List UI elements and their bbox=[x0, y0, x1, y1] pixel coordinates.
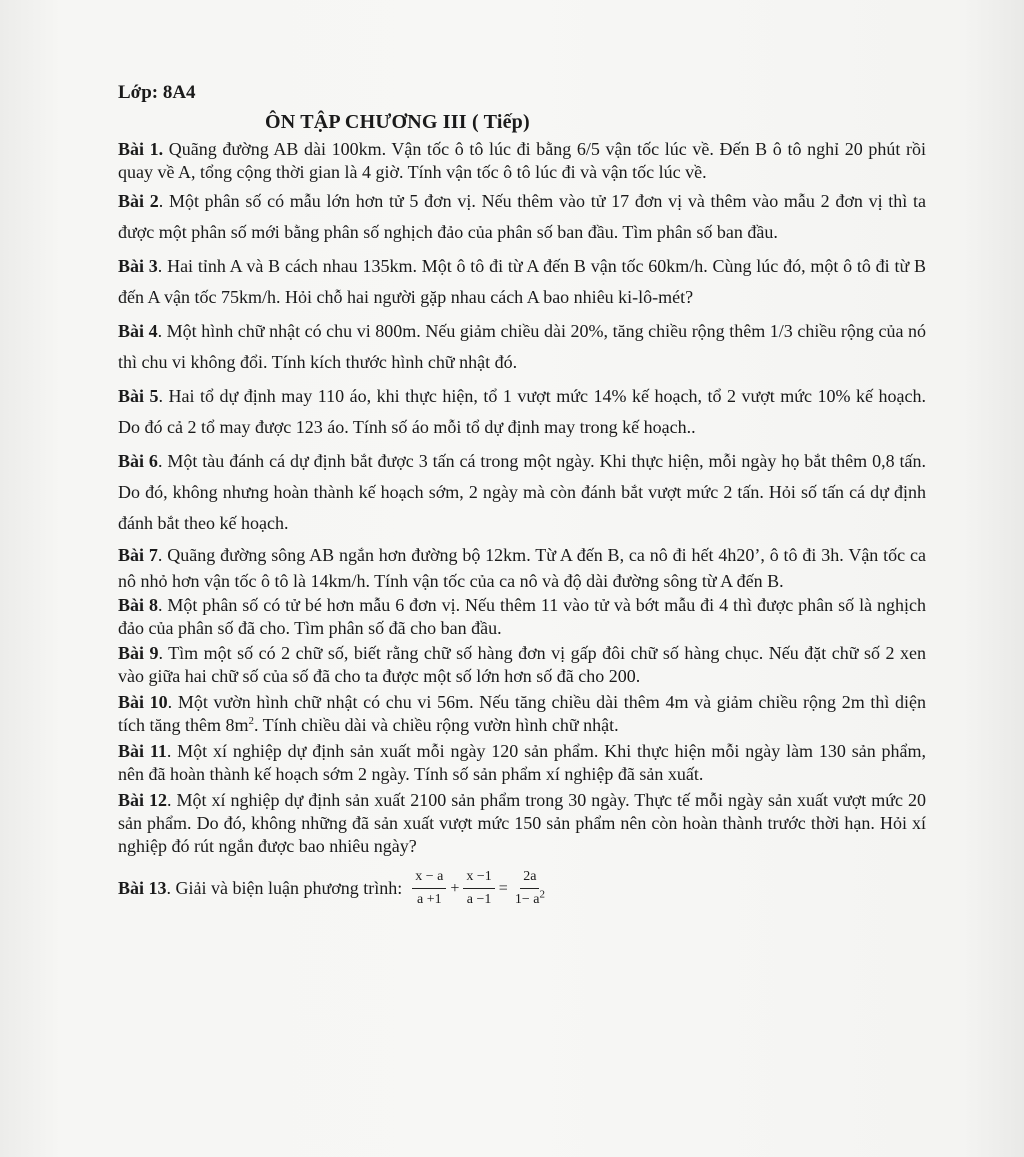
problem-label: Bài 7 bbox=[118, 545, 158, 565]
problem-8 bbox=[118, 594, 926, 640]
problem-label: Bài 5 bbox=[118, 386, 159, 406]
problem-label: Bài 2 bbox=[118, 191, 159, 211]
problem-text: . Giải và biện luận phương trình: bbox=[166, 878, 403, 898]
denominator-exponent: 2 bbox=[539, 888, 545, 901]
fraction-numerator: 2a bbox=[520, 868, 539, 889]
problem-text: . Một tàu đánh cá dự định bắt được 3 tấn cá trong một ngày. Khi thực hiện, mỗi ngày họ bắt thêm 0,8 tấn. Do đó, không nhưng hoàn thành kế hoạch sớm, 2 ngày mà còn đánh bắt vượt mức 2 tấn. Hỏi số tấn cá dự định đánh bắt theo kế hoạch. bbox=[118, 451, 926, 533]
page-title: ÔN TẬP CHƯƠNG III ( Tiếp) bbox=[265, 111, 530, 133]
problem-9 bbox=[118, 642, 926, 688]
problem-text: . Một vườn hình chữ nhật có chu vi 56m. Nếu tăng chiều dài thêm 4m và giảm chiều rộng 2m thì diện tích tăng thêm 8m bbox=[118, 692, 926, 735]
problem-label: Bài 3 bbox=[118, 256, 158, 276]
problem-text: . Một phân số có mẫu lớn hơn tử 5 đơn vị. Nếu thêm vào tử 17 đơn vị và thêm vào mẫu 2 đơn vị thì ta được một phân số mới bằng phân số nghịch đảo của phân số ban đầu. Tìm phân số ban đầu. bbox=[118, 191, 927, 242]
problem-label: Bài 13 bbox=[118, 878, 167, 898]
class-label: Lớp: 8A4 bbox=[118, 82, 196, 103]
problem-label: Bài 9 bbox=[118, 643, 159, 663]
problem-11 bbox=[118, 740, 926, 786]
fraction-3 bbox=[512, 868, 548, 909]
problem-label: Bài 12 bbox=[118, 790, 168, 810]
problem-label: Bài 11 bbox=[118, 741, 167, 761]
plus-sign: + bbox=[450, 879, 460, 897]
problem-text: . Tìm một số có 2 chữ số, biết rằng chữ số hàng đơn vị gấp đôi chữ số hàng chục. Nếu đặt chữ số 2 xen vào giữa hai chữ số của số đã cho ta được một số lớn hơn số đã cho 200. bbox=[118, 643, 927, 686]
fraction-denominator bbox=[512, 889, 548, 909]
problem-text-cont: . Tính chiều dài và chiều rộng vườn hình chữ nhật. bbox=[253, 715, 619, 735]
problem-13 bbox=[118, 868, 926, 909]
problem-label: Bài 4 bbox=[118, 321, 158, 341]
problem-10 bbox=[118, 691, 926, 737]
denominator-base: 1− a bbox=[514, 892, 540, 907]
problem-1 bbox=[118, 138, 926, 184]
problem-3 bbox=[118, 251, 926, 313]
problem-text: . Một xí nghiệp dự định sản xuất 2100 sản phẩm trong 30 ngày. Thực tế mỗi ngày sản xuất vượt mức 20 sản phẩm. Do đó, không những đã sản xuất vượt mức 150 sản phẩm nên còn hoàn thành trước thời hạn. Hỏi xí nghiệp đó rút ngắn được bao nhiêu ngày? bbox=[118, 790, 926, 856]
problem-text: Quãng đường AB dài 100km. Vận tốc ô tô lúc đi bằng 6/5 vận tốc lúc về. Đến B ô tô nghỉ 20 phút rồi quay về A, tổng cộng thời gian là 4 giờ. Tính vận tốc ô tô lúc đi và vận tốc lúc về. bbox=[118, 139, 926, 182]
fraction-numerator: x − a bbox=[412, 868, 446, 889]
problem-text: . Một xí nghiệp dự định sản xuất mỗi ngày 120 sản phẩm. Khi thực hiện mỗi ngày làm 130 sản phẩm, nên đã hoàn thành kế hoạch sớm 2 ngày. Tính số sản phẩm xí nghiệp đã sản xuất. bbox=[118, 741, 927, 784]
equals-sign: = bbox=[498, 879, 508, 897]
fraction-denominator: a −1 bbox=[466, 892, 492, 907]
equation bbox=[410, 868, 550, 909]
problem-5 bbox=[118, 381, 926, 443]
fraction-2 bbox=[463, 868, 494, 909]
problem-list bbox=[118, 138, 926, 909]
problem-12 bbox=[118, 789, 926, 858]
problem-text: . Quãng đường sông AB ngắn hơn đường bộ 12km. Từ A đến B, ca nô đi hết 4h20’, ô tô đi 3h. Vận tốc ca nô nhỏ hơn vận tốc ô tô là 14km/h. Tính vận tốc của ca nô và độ dài đường sông từ A đến B. bbox=[118, 545, 926, 591]
fraction-denominator: a +1 bbox=[417, 892, 442, 907]
problem-label: Bài 6 bbox=[118, 451, 158, 471]
problem-text: . Hai tổ dự định may 110 áo, khi thực hiện, tổ 1 vượt mức 14% kế hoạch, tổ 2 vượt mức 10% kế hoạch. Do đó cả 2 tổ may được 123 áo. Tính số áo mỗi tổ dự định may trong kế hoạch.. bbox=[118, 386, 926, 437]
fraction-1 bbox=[412, 868, 446, 909]
fraction-numerator: x −1 bbox=[463, 868, 494, 889]
problem-text: . Một phân số có tử bé hơn mẫu 6 đơn vị. Nếu thêm 11 vào tử và bớt mẫu đi 4 thì được phân số là nghịch đảo của phân số đã cho. Tìm phân số đã cho ban đầu. bbox=[118, 595, 926, 638]
problem-text: . Hai tỉnh A và B cách nhau 135km. Một ô tô đi từ A đến B vận tốc 60km/h. Cùng lúc đó, một ô tô đi từ B đến A vận tốc 75km/h. Hỏi chỗ hai người gặp nhau cách A bao nhiêu ki-lô-mét? bbox=[118, 256, 926, 307]
problem-label: Bài 10 bbox=[118, 692, 168, 712]
problem-label: Bài 8 bbox=[118, 595, 158, 615]
problem-2 bbox=[118, 186, 926, 248]
problem-text: . Một hình chữ nhật có chu vi 800m. Nếu giảm chiều dài 20%, tăng chiều rộng thêm 1/3 chiều rộng của nó thì chu vi không đổi. Tính kích thước hình chữ nhật đó. bbox=[118, 321, 926, 372]
problem-6 bbox=[118, 446, 926, 539]
problem-7 bbox=[118, 542, 926, 594]
problem-4 bbox=[118, 316, 926, 378]
problem-label: Bài 1. bbox=[118, 139, 164, 159]
superscript: 2 bbox=[248, 715, 254, 727]
